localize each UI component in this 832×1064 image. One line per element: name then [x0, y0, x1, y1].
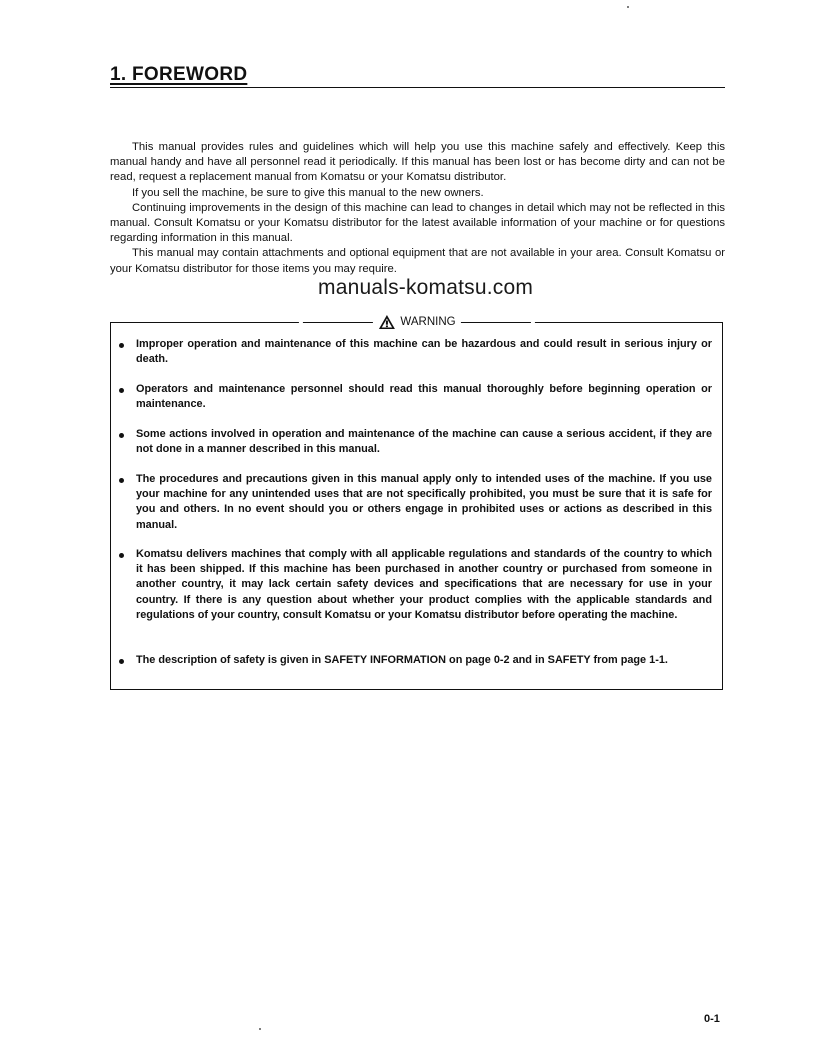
bullet-icon — [119, 433, 124, 438]
scan-speck — [259, 1028, 261, 1030]
intro-paragraph: Continuing improvements in the design of this machine can lead to changes in detail which may not be reflected in this manual. Consult Komatsu or your Komatsu distributor for the latest available information of your machine or for questions regarding information in this manual. — [110, 201, 725, 245]
warning-item — [111, 427, 722, 457]
page-number: 0-1 — [704, 1013, 720, 1025]
warning-item-text: The procedures and precautions given in this manual apply only to intended uses of the machine. If you use your machine for any unintended uses that are not specifically prohibited, you must be sure that it is safe for you and others. In no event should you or others engage in prohibited uses or actions as described in this manual. — [136, 473, 712, 531]
bullet-icon — [119, 478, 124, 483]
intro-paragraph: This manual may contain attachments and optional equipment that are not available in your area. Consult Komatsu or your Komatsu distributor for those items you may require. — [110, 247, 725, 275]
warning-item-text: Improper operation and maintenance of this machine can be hazardous and could result in serious injury or death. — [136, 338, 712, 366]
warning-triangle-icon — [377, 314, 395, 330]
intro-paragraph: This manual provides rules and guidelines which will help you use this machine safely and effectively. Keep this manual handy and have all personnel read it periodically. If this manual has been lost or has become dirty and can not be read, request a replacement manual from Komatsu or your Komatsu distributor. — [110, 141, 725, 184]
warning-item-text: Operators and maintenance personnel should read this manual thoroughly before beginning operation or maintenance. — [136, 383, 712, 411]
bullet-icon — [119, 659, 124, 664]
warning-item — [111, 382, 722, 412]
warning-item-text: Komatsu delivers machines that comply with all applicable regulations and standards of the country to which it has been shipped. If this machine has been purchased in another country or purchased from someone in another country, it may lack certain safety devices and specifications that are necessary for use in your country. If there is any question about whether your product complies with the applicable standards and regulations of your country, consult Komatsu or your Komatsu distributor before operating the machine. — [136, 548, 712, 621]
warning-item — [111, 472, 722, 533]
warning-item — [111, 547, 722, 623]
bullet-icon — [119, 388, 124, 393]
divider — [461, 322, 531, 323]
heading-rule — [110, 64, 725, 88]
scan-speck — [627, 6, 629, 8]
warning-item-text: The description of safety is given in SAFETY INFORMATION on page 0-2 and in SAFETY from page 1-1. — [136, 654, 668, 666]
warning-item — [111, 337, 722, 367]
warning-item — [111, 653, 722, 668]
warning-item-text: Some actions involved in operation and maintenance of the machine can cause a serious accident, if they are not done in a manner described in this manual. — [136, 428, 712, 456]
intro-text — [110, 140, 725, 277]
bullet-icon — [119, 553, 124, 558]
warning-header — [298, 313, 534, 331]
intro-paragraph: If you sell the machine, be sure to give this manual to the new owners. — [132, 186, 484, 199]
warning-box — [110, 316, 723, 690]
divider — [302, 322, 372, 323]
watermark: manuals-komatsu.com — [318, 276, 534, 299]
page-title: 1. FOREWORD — [110, 64, 248, 85]
bullet-icon — [119, 343, 124, 348]
warning-title: WARNING — [400, 316, 456, 328]
